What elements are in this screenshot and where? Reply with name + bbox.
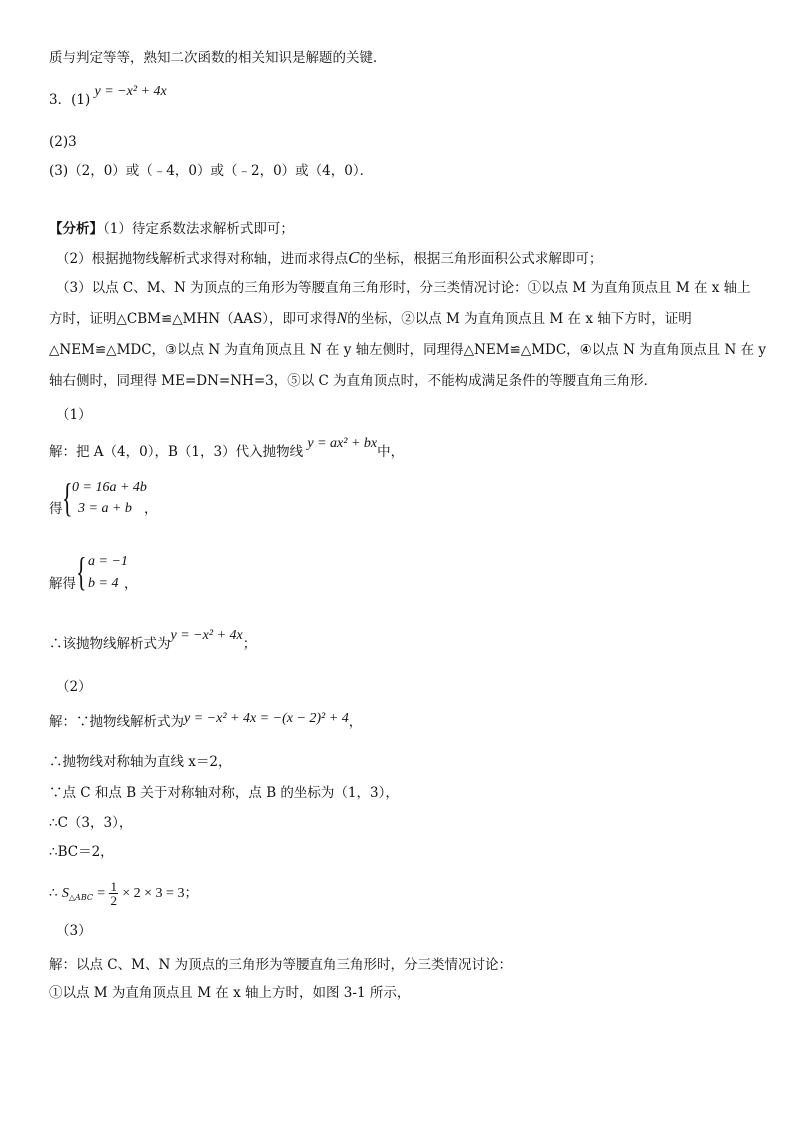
solution-comma: ， bbox=[124, 576, 138, 592]
therefore-symbol: ∴ bbox=[49, 885, 58, 901]
part1-conclusion-formula: y = −x² + 4x bbox=[170, 628, 243, 643]
answer-3-part2: (2)3 bbox=[49, 134, 77, 150]
equation-1: 0 = 16a + 4b bbox=[72, 480, 147, 495]
part2-line2: ∴抛物线对称轴为直线 x＝2， bbox=[49, 754, 232, 770]
part2-line3: ∵点 C 和点 B 关于对称轴对称，点 B 的坐标为（1，3）， bbox=[49, 785, 399, 801]
analysis-p3-line1: （3）以点 C、M、N 为顶点的三角形为等腰直角三角形时，分三类情况讨论：①以点 M 为直角顶点且 M 在 x 轴上 bbox=[56, 280, 751, 296]
area-symbol: S bbox=[61, 886, 69, 901]
part2-line1-text: 解：∵抛物线解析式为 bbox=[49, 714, 184, 730]
analysis-p3-line2-b: 的坐标，②以点 M 为直角顶点且 M 在 x 轴下方时，证明 bbox=[347, 311, 692, 327]
analysis-tag: 【分析】 bbox=[49, 221, 103, 237]
part1-intro-end: 中， bbox=[377, 444, 405, 460]
analysis-p2-text-b: 的坐标，根据三角形面积公式求解即可； bbox=[359, 251, 603, 267]
part2-label: （2） bbox=[56, 679, 92, 695]
part1-jiede: 解得 bbox=[49, 576, 76, 592]
answer-1-formula: y = −x² + 4x bbox=[94, 84, 167, 99]
part1-intro-formula: y = ax² + bx bbox=[307, 436, 378, 451]
left-brace-icon: { bbox=[76, 549, 87, 594]
analysis-p3-line2 bbox=[49, 309, 692, 329]
part1-conclusion bbox=[49, 628, 257, 655]
analysis-p1-text: （1）待定系数法求解析式即可； bbox=[103, 221, 294, 237]
part1-conclusion-end: ； bbox=[242, 636, 257, 652]
part2-line6-end: ； bbox=[184, 885, 198, 901]
area-computation: × 2 × 3 = 3 bbox=[122, 886, 185, 901]
analysis-p3-line4: 轴右侧时，同理得 ME=DN=NH=3，⑤以 C 为直角顶点时，不能构成满足条件的等腰直角三角形． bbox=[49, 373, 658, 389]
part1-conclusion-text: ∴该抛物线解析式为 bbox=[49, 636, 171, 652]
analysis-p2-var: C bbox=[348, 248, 360, 267]
part3-line1: 解：以点 C、M、N 为顶点的三角形为等腰直角三角形时，分三类情况讨论： bbox=[49, 957, 513, 973]
part1-label: （1） bbox=[56, 407, 92, 423]
solution-a: a = −1 bbox=[88, 554, 128, 569]
fraction-half bbox=[109, 880, 118, 907]
part2-line5: ∴BC＝2， bbox=[49, 844, 114, 860]
solution-b: b = 4 bbox=[88, 576, 119, 591]
part2-line4: ∴C（3，3）， bbox=[49, 815, 133, 831]
top-note: 质与判定等等，熟知二次函数的相关知识是解题的关键． bbox=[49, 50, 387, 66]
part1-de: 得 bbox=[49, 501, 63, 517]
part2-line6 bbox=[49, 880, 198, 907]
part2-line1-formula: y = −x² + 4x = −(x − 2)² + 4 bbox=[184, 711, 349, 726]
part2-line1-end: ， bbox=[348, 714, 363, 730]
part3-label: （3） bbox=[56, 923, 92, 939]
part2-line1 bbox=[49, 712, 362, 733]
analysis-p1 bbox=[49, 219, 294, 239]
fraction-numerator: 1 bbox=[110, 879, 117, 894]
question-number: 3． bbox=[49, 92, 72, 108]
part1-intro bbox=[49, 436, 405, 463]
fraction-denominator: 2 bbox=[110, 893, 117, 908]
analysis-p3-line3: △NEM≌△MDC，③以点 N 为直角顶点且 N 在 y 轴左侧时，同理得△NEM≌△MDC，④以点 N 为直角顶点且 N 在 y bbox=[49, 342, 766, 358]
left-brace-icon: { bbox=[62, 475, 73, 520]
analysis-p3-line2-a: 方时，证明△CBM≌△MHN（AAS），即可求得 bbox=[49, 311, 337, 327]
analysis-p3-line2-var: N bbox=[336, 310, 348, 327]
part3-line2: ①以点 M 为直角顶点且 M 在 x 轴上方时，如图 3-1 所示， bbox=[49, 985, 411, 1001]
answer-1-label: (1) bbox=[71, 92, 91, 108]
area-subscript: △ABC bbox=[68, 893, 93, 902]
analysis-p2 bbox=[56, 248, 602, 269]
answer-3-part1 bbox=[49, 84, 167, 111]
analysis-p2-text-a: （2）根据抛物线解析式求得对称轴，进而求得点 bbox=[56, 251, 349, 267]
answer-3-part3: (3)（2，0）或（﹣4，0）或（﹣2，0）或（4，0）． bbox=[49, 163, 374, 179]
part1-intro-text: 解：把 A（4，0），B（1，3）代入抛物线 bbox=[49, 444, 304, 460]
equation-comma: ， bbox=[144, 501, 158, 517]
equals-sign: = bbox=[97, 886, 106, 901]
equation-2: 3 = a + b bbox=[78, 501, 132, 516]
